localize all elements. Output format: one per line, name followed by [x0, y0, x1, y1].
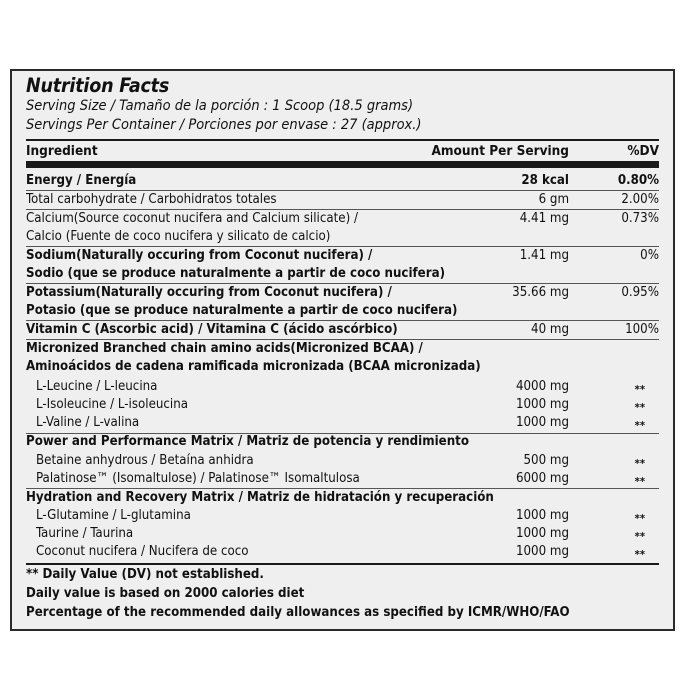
divider-thick: [26, 161, 659, 168]
panel-title: Nutrition Facts: [26, 74, 170, 97]
nutrition-facts-panel: [10, 69, 675, 631]
row-dv: 0.73%: [621, 211, 659, 226]
row-dv: 2.00%: [621, 192, 659, 207]
row-amount: 1000 mg: [515, 415, 569, 430]
row-name: Hydration and Recovery Matrix / Matriz de hidratación y recuperación: [26, 490, 494, 505]
row-amount: 1000 mg: [515, 526, 569, 541]
row-name: Calcium(Source coconut nucifera and Calcium silicate) /: [26, 211, 358, 226]
row-name: Calcio (Fuente de coco nucifera y silicato de calcio): [26, 229, 331, 244]
row-dv: **: [634, 475, 645, 488]
row-dv: 0.80%: [617, 173, 659, 188]
row-dv: **: [634, 419, 645, 432]
row-name: Coconut nucifera / Nucifera de coco: [36, 544, 249, 559]
header-dv: %DV: [627, 143, 659, 159]
row-dv: **: [634, 512, 645, 525]
row-name: Sodium(Naturally occuring from Coconut nucifera) /: [26, 248, 373, 263]
row-name: Aminoácidos de cadena ramificada micronizada (BCAA micronizada): [26, 359, 481, 374]
row-dv: 0.95%: [621, 285, 659, 300]
row-name: Palatinose™ (Isomaltulose) / Palatinose™ Isomaltulosa: [36, 471, 360, 486]
row-name: L-Isoleucine / L-isoleucina: [36, 397, 189, 412]
row-dv: **: [634, 457, 645, 470]
row-amount: 4000 mg: [515, 379, 569, 394]
row-name: Potasio (que se produce naturalmente a partir de coco nucifera): [26, 303, 458, 318]
row-name: Total carbohydrate / Carbohidratos totales: [26, 192, 277, 207]
row-name: L-Glutamine / L-glutamina: [36, 508, 191, 523]
row-amount: 1000 mg: [515, 397, 569, 412]
row-name: Betaine anhydrous / Betaína anhidra: [36, 453, 254, 468]
row-dv: **: [634, 383, 645, 396]
row-name: Micronized Branched chain amino acids(Micronized BCAA) /: [26, 341, 423, 356]
row-dv: 0%: [640, 248, 659, 263]
row-name: Taurine / Taurina: [36, 526, 134, 541]
row-name: Power and Performance Matrix / Matriz de potencia y rendimiento: [26, 434, 469, 449]
row-amount: 6 gm: [538, 192, 569, 207]
row-amount: 500 mg: [523, 453, 569, 468]
row-name: L-Valine / L-valina: [36, 415, 140, 430]
row-amount: 6000 mg: [515, 471, 569, 486]
footnote: Daily value is based on 2000 calories diet: [26, 586, 305, 601]
row-name: L-Leucine / L-leucina: [36, 379, 158, 394]
row-amount: 28 kcal: [521, 173, 569, 188]
servings-per-container: Servings Per Container / Porciones por envase : 27 (approx.): [26, 117, 422, 133]
row-dv: **: [634, 401, 645, 414]
row-name: Vitamin C (Ascorbic acid) / Vitamina C (ácido ascórbico): [26, 322, 398, 337]
divider-footer: [26, 563, 659, 565]
divider-thin: [26, 139, 659, 141]
row-name: Sodio (que se produce naturalmente a partir de coco nucifera): [26, 266, 446, 281]
row-dv: **: [634, 530, 645, 543]
row-amount: 1000 mg: [515, 544, 569, 559]
serving-size: Serving Size / Tamaño de la porción : 1 Scoop (18.5 grams): [26, 98, 414, 114]
footnote: Percentage of the recommended daily allowances as specified by ICMR/WHO/FAO: [26, 605, 570, 620]
panel-content: [26, 71, 659, 629]
row-name: Energy / Energía: [26, 173, 137, 188]
row-amount: 1000 mg: [515, 508, 569, 523]
row-name: Potassium(Naturally occuring from Coconut nucifera) /: [26, 285, 392, 300]
row-amount: 40 mg: [531, 322, 569, 337]
row-amount: 1.41 mg: [519, 248, 569, 263]
row-amount: 35.66 mg: [512, 285, 569, 300]
row-dv: 100%: [625, 322, 659, 337]
row-dv: **: [634, 548, 645, 561]
footnote: ** Daily Value (DV) not established.: [26, 567, 264, 582]
row-amount: 4.41 mg: [519, 211, 569, 226]
header-amount: Amount Per Serving: [431, 143, 569, 159]
header-ingredient: Ingredient: [26, 143, 98, 159]
